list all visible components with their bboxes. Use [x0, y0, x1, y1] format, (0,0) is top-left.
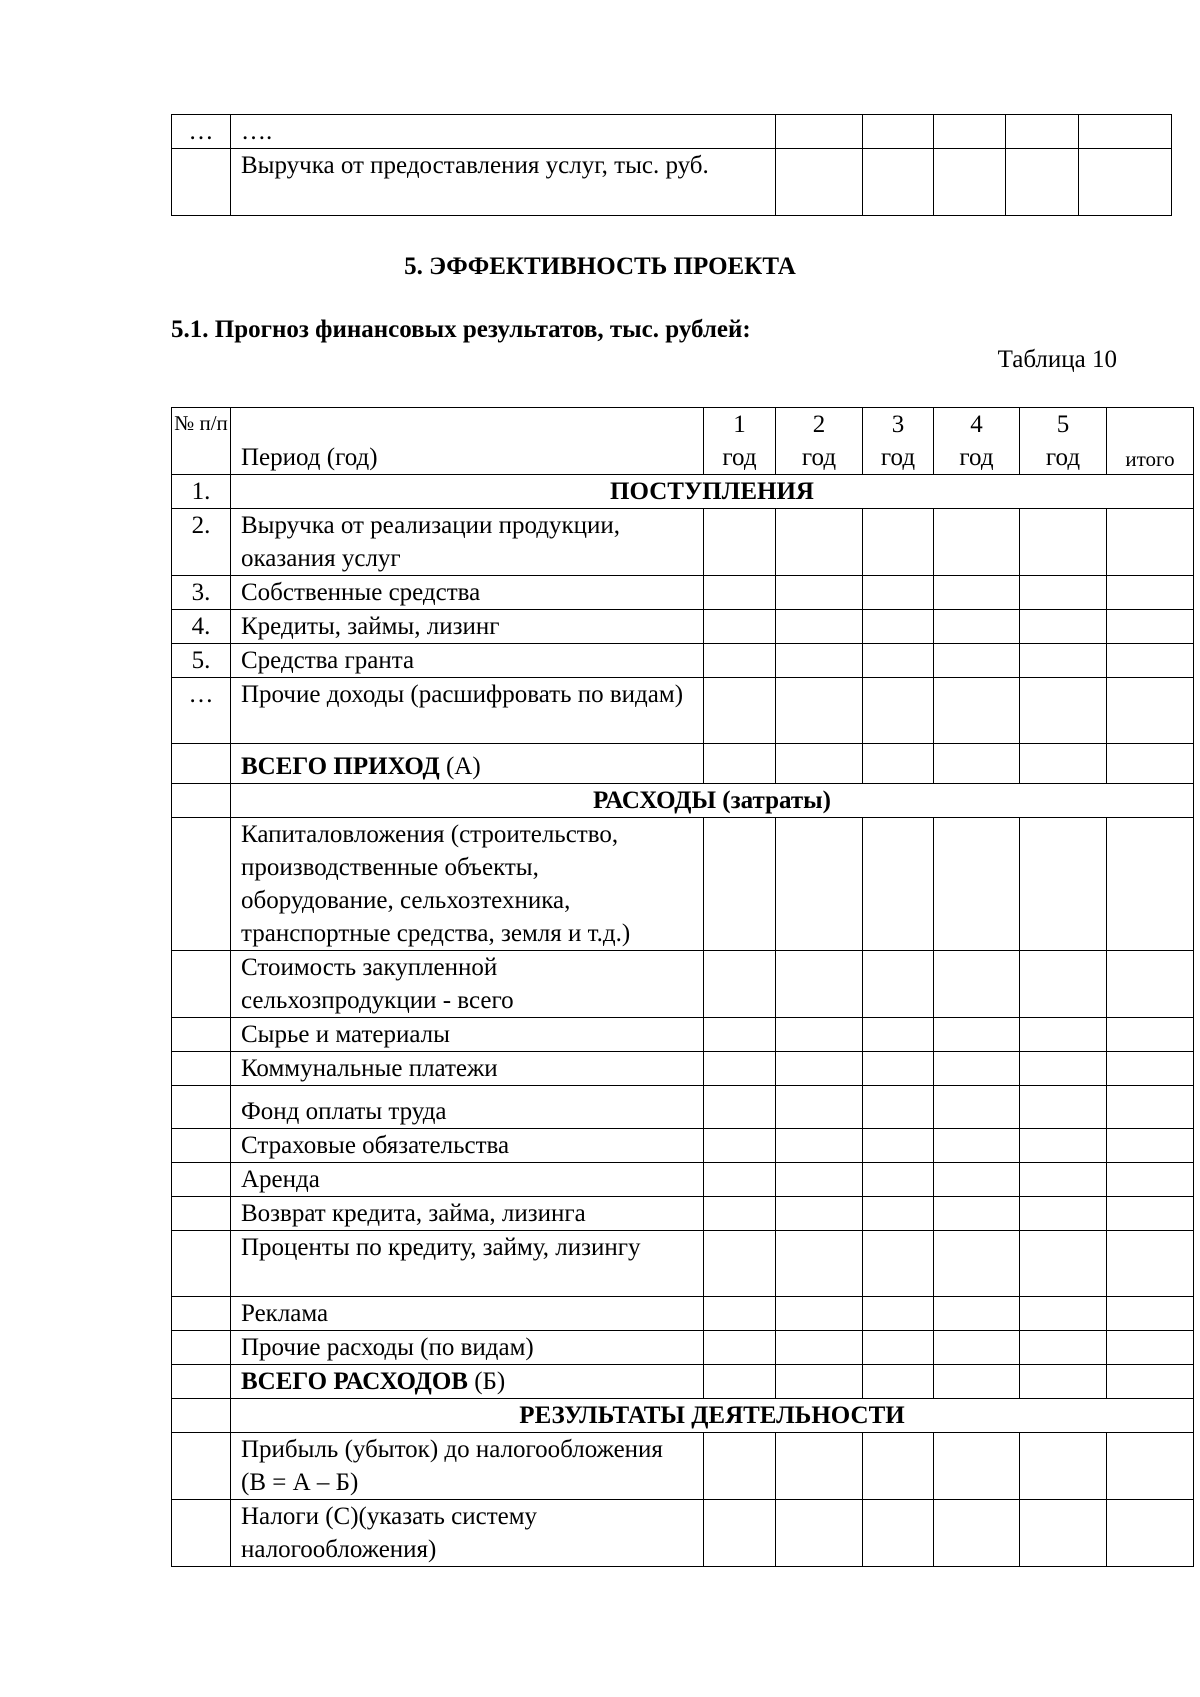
- header-row: [172, 408, 1194, 475]
- row-label: Страховые обязательства: [231, 1129, 704, 1163]
- row-number: …: [172, 678, 231, 744]
- row-label: Прочие расходы (по видам): [231, 1331, 704, 1365]
- income-total-row: [172, 744, 1194, 784]
- row-label: ВСЕГО ПРИХОД (А): [231, 744, 704, 784]
- row-number: 4.: [172, 610, 231, 644]
- financial-forecast-table: [171, 407, 1194, 1567]
- row-label: Возврат кредита, займа, лизинга: [231, 1197, 704, 1231]
- row-label: Проценты по кредиту, займу, лизингу: [231, 1231, 704, 1297]
- row-label: Средства гранта: [231, 644, 704, 678]
- section-heading: РЕЗУЛЬТАТЫ ДЕЯТЕЛЬНОСТИ: [231, 1399, 1194, 1433]
- row-label: ВСЕГО РАСХОДОВ (Б): [231, 1365, 704, 1399]
- header-total: итого: [1107, 408, 1194, 475]
- row-label: Собственные средства: [231, 576, 704, 610]
- header-year-2: 2 год: [776, 408, 863, 475]
- row-label: Кредиты, займы, лизинг: [231, 610, 704, 644]
- table-row: [172, 1086, 1194, 1129]
- row-label: Аренда: [231, 1163, 704, 1197]
- row-label: Коммунальные платежи: [231, 1052, 704, 1086]
- header-year-3: 3 год: [863, 408, 934, 475]
- table-row: [172, 644, 1194, 678]
- table-row: [172, 1231, 1194, 1297]
- row-label: Выручка от предоставления услуг, тыс. руб.: [231, 149, 776, 216]
- section-heading: РАСХОДЫ (затраты): [231, 784, 1194, 818]
- section-row-results: [172, 1399, 1194, 1433]
- row-number: 5.: [172, 644, 231, 678]
- table-row: [172, 1331, 1194, 1365]
- row-label: ….: [231, 115, 776, 149]
- table-row: [172, 509, 1194, 576]
- row-number: 2.: [172, 509, 231, 576]
- row-number: 3.: [172, 576, 231, 610]
- table-row: [172, 1500, 1194, 1567]
- table-row: [172, 951, 1194, 1018]
- table-row: [172, 576, 1194, 610]
- continuation-table: [171, 114, 1172, 216]
- expense-total-row: [172, 1365, 1194, 1399]
- table-row: [172, 610, 1194, 644]
- row-label: Налоги (С)(указать систему налогообложения): [231, 1500, 704, 1567]
- table-row: [172, 149, 1172, 216]
- row-label: Сырье и материалы: [231, 1018, 704, 1052]
- table-row: [172, 678, 1194, 744]
- header-num: № п/п: [172, 408, 231, 475]
- section-heading: ПОСТУПЛЕНИЯ: [231, 475, 1194, 509]
- header-year-4: 4 год: [934, 408, 1020, 475]
- row-label: Прибыль (убыток) до налогообложения (В = А – Б): [231, 1433, 704, 1500]
- row-label: Прочие доходы (расшифровать по видам): [231, 678, 704, 744]
- header-period: Период (год): [231, 408, 704, 475]
- row-label: Стоимость закупленной сельхозпродукции - всего: [231, 951, 704, 1018]
- row-label: Капиталовложения (строительство, производственные объекты, оборудование, сельхозтехника, транспортные средства, земля и т.д.): [231, 818, 704, 951]
- header-year-1: 1 год: [704, 408, 776, 475]
- table-row: [172, 1018, 1194, 1052]
- section-title: 5. ЭФФЕКТИВНОСТЬ ПРОЕКТА: [404, 253, 796, 280]
- table-row: [172, 1129, 1194, 1163]
- table-row: [172, 1297, 1194, 1331]
- row-label: Выручка от реализации продукции, оказания услуг: [231, 509, 704, 576]
- section-row-expenses: [172, 784, 1194, 818]
- section-row-income: [172, 475, 1194, 509]
- table-row: [172, 1433, 1194, 1500]
- table-row: [172, 115, 1172, 149]
- row-label: Фонд оплаты труда: [231, 1086, 704, 1129]
- row-label: Реклама: [231, 1297, 704, 1331]
- row-number: 1.: [172, 475, 231, 509]
- table-row: [172, 818, 1194, 951]
- table-row: [172, 1052, 1194, 1086]
- header-year-5: 5 год: [1020, 408, 1107, 475]
- table-caption: Таблица 10: [997, 346, 1117, 373]
- table-row: [172, 1197, 1194, 1231]
- table-row: [172, 1163, 1194, 1197]
- subsection-title: 5.1. Прогноз финансовых результатов, тыс. рублей:: [171, 316, 751, 343]
- row-number: …: [172, 115, 231, 149]
- row-number: [172, 149, 231, 216]
